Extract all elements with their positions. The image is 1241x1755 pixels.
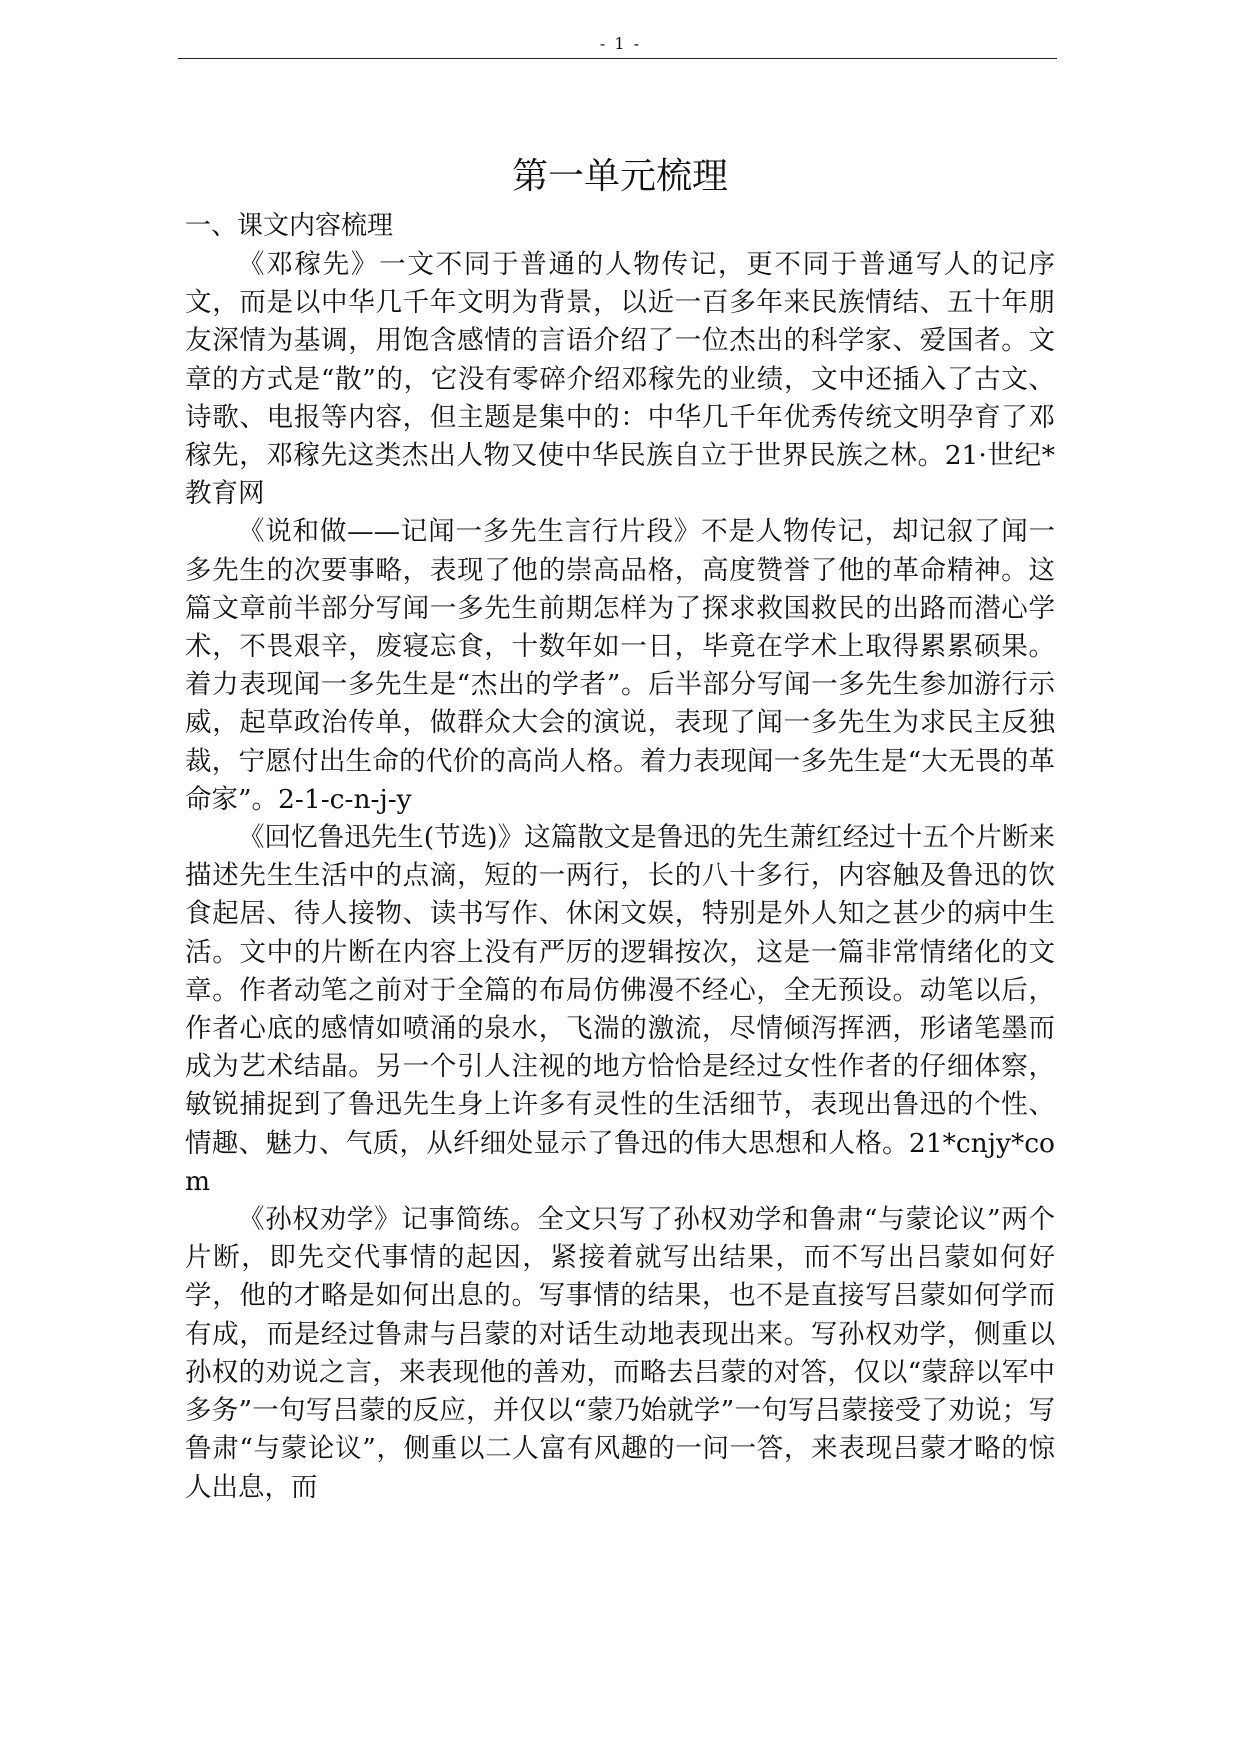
section-heading: 一、课文内容梳理 [185, 211, 394, 241]
page-number: - 1 - [599, 34, 642, 53]
document-body [185, 148, 1055, 1507]
paragraph-deng-jiaxian: 《邓稼先》一文不同于普通的人物传记，更不同于普通写人的记序文，而是以中华几千年文明为背景，以近一百多年来民族情结、五十年朋友深情为基调，用饱含感情的言语介绍了一位杰出的科学家、爱国者。文章的方式是“散”的，它没有零碎介绍邓稼先的业绩，文中还插入了古文、诗歌、电报等内容，但主题是集中的：中华几千年优秀传统文明孕育了邓稼先，邓稼先这类杰出人物又使中华民族自立于世界民族之林。21·世纪*教育网 [185, 249, 1055, 510]
paragraph-sun-quan: 《孙权劝学》记事简练。全文只写了孙权劝学和鲁肃“与蒙论议”两个片断，即先交代事情的起因，紧接着就写出结果，而不写出吕蒙如何好学，他的才略是如何出息的。写事情的结果，也不是直接写吕蒙如何学而有成，而是经过鲁肃与吕蒙的对话生动地表现出来。写孙权劝学，侧重以孙权的劝说之言，来表现他的善劝，而略去吕蒙的对答，仅以“蒙辞以军中多务”一句写吕蒙的反应，并仅以“蒙乃始就学”一句写吕蒙接受了劝说；写鲁肃“与蒙论议”，侧重以二人富有风趣的一问一答，来表现吕蒙才略的惊人出息，而 [185, 1204, 1055, 1503]
header-divider [178, 58, 1057, 59]
paragraph-wen-yiduo: 《说和做——记闻一多先生言行片段》不是人物传记，却记叙了闻一多先生的次要事略，表现了他的崇高品格，高度赞誉了他的革命精神。这篇文章前半部分写闻一多先生前期怎样为了探求救国救民的出路而潜心学术，不畏艰辛，废寝忘食，十数年如一日，毕竟在学术上取得累累硕果。着力表现闻一多先生是“杰出的学者”。后半部分写闻一多先生参加游行示威，起草政治传单，做群众大会的演说，表现了闻一多先生为求民主反独裁，宁愿付出生命的代价的高尚人格。着力表现闻一多先生是“大无畏的革命家”。2-1-c-n-j-y [185, 516, 1055, 815]
paragraph-lu-xun: 《回忆鲁迅先生(节选)》这篇散文是鲁迅的先生萧红经过十五个片断来描述先生生活中的点滴，短的一两行，长的八十多行，内容触及鲁迅的饮食起居、待人接物、读书写作、休闲文娱，特别是外人知之甚少的病中生活。文中的片断在内容上没有严厉的逻辑按次，这是一篇非常情绪化的文章。作者动笔之前对于全篇的布局仿佛漫不经心，全无预设。动笔以后，作者心底的感情如喷涌的泉水，飞湍的激流，尽情倾泻挥洒，形诸笔墨而成为艺术结晶。另一个引人注视的地方恰恰是经过女性作者的仔细体察，敏锐捕捉到了鲁迅先生身上许多有灵性的生活细节，表现出鲁迅的个性、情趣、魅力、气质，从纤细处显示了鲁迅的伟大思想和人格。21*cnjy*com [185, 822, 1055, 1197]
document-title: 第一单元梳理 [511, 156, 728, 197]
